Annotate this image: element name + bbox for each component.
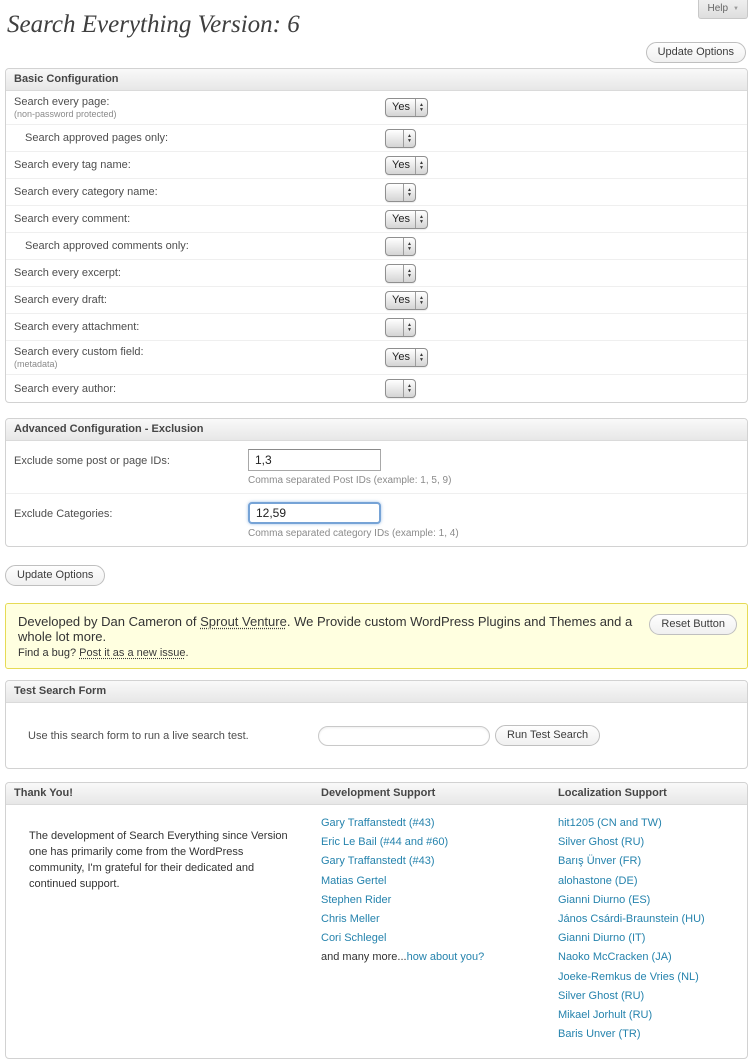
config-row [6, 152, 747, 179]
config-row-label [14, 262, 385, 284]
localization-support-link[interactable]: Gianni Diurno (IT) [558, 932, 646, 945]
config-row [6, 314, 747, 341]
thank-you-section [5, 782, 748, 1059]
localization-support-link[interactable]: Baris Unver (TR) [558, 1028, 641, 1041]
developer-notice [5, 603, 748, 669]
notice-line1 [18, 614, 637, 644]
exclusion-row-label: Exclude Categories: [14, 508, 113, 520]
localization-support-link[interactable]: alohastone (DE) [558, 874, 638, 887]
test-search-section [5, 680, 748, 769]
test-search-input[interactable] [318, 726, 490, 746]
config-label-text: Search every page: [14, 96, 110, 108]
yes-no-select[interactable] [385, 291, 428, 310]
list-item [558, 989, 739, 1004]
select-value: Yes [392, 101, 410, 113]
list-item [558, 970, 739, 985]
update-options-button-bottom[interactable]: Update Options [5, 565, 105, 586]
localization-support-link[interactable]: Mikael Jorhult (RU) [558, 1008, 653, 1021]
localization-support-link[interactable]: Barış Ünver (FR) [558, 855, 642, 868]
yes-no-select[interactable] [385, 98, 428, 117]
select-value: Yes [392, 293, 410, 306]
bottom-actions [5, 565, 753, 586]
list-item [321, 893, 558, 908]
config-label-text: Search every comment: [14, 213, 131, 225]
test-search-body [6, 703, 747, 768]
advanced-configuration-section [5, 418, 748, 547]
list-item [321, 816, 558, 831]
run-test-search-button[interactable]: Run Test Search [495, 725, 600, 746]
development-support-link[interactable]: Gary Traffanstedt (#43) [321, 855, 435, 868]
config-row [6, 341, 747, 375]
chevron-up-down-icon: ▲ ▼ [415, 211, 427, 228]
select-value: Yes [392, 351, 410, 363]
config-label-text: Search every category name: [14, 186, 158, 198]
localization-support-column [558, 814, 739, 1046]
post-new-issue-link[interactable]: Post it as a new issue [79, 647, 186, 659]
chevron-up-down-icon: ▲ ▼ [403, 380, 415, 397]
help-button-label: Help [707, 3, 729, 14]
development-support-title: Development Support [321, 787, 436, 799]
config-label-text: Search approved comments only: [25, 240, 189, 252]
yes-no-select[interactable] [385, 183, 416, 202]
section-header-advanced: Advanced Configuration - Exclusion [6, 419, 747, 441]
list-item [558, 1027, 739, 1042]
list-item [558, 950, 739, 965]
notice-line2 [18, 647, 637, 659]
localization-support-link[interactable]: Silver Ghost (RU) [558, 989, 645, 1002]
localization-support-title: Localization Support [558, 787, 667, 799]
notice-line1-prefix: Developed by Dan Cameron of [18, 614, 201, 629]
config-row-label [14, 154, 385, 176]
list-item [558, 1008, 739, 1023]
localization-support-link[interactable]: Silver Ghost (RU) [558, 836, 645, 849]
config-label-text: Search every custom field: [14, 346, 144, 358]
and-many-more-line [321, 950, 558, 965]
config-sublabel-text: (metadata) [14, 359, 58, 369]
thank-you-title: Thank You! [14, 787, 73, 799]
list-item [558, 912, 739, 927]
exclusion-hint: Comma separated Post IDs (example: 1, 5, 9) [248, 475, 452, 486]
list-item [321, 854, 558, 869]
yes-no-select[interactable] [385, 237, 416, 256]
localization-support-link[interactable]: hit1205 (CN and TW) [558, 817, 662, 829]
list-item [321, 835, 558, 850]
exclusion-input[interactable] [248, 502, 381, 524]
yes-no-select[interactable] [385, 156, 428, 175]
chevron-up-down-icon: ▲ ▼ [403, 184, 415, 201]
advanced-config-rows [6, 441, 747, 546]
config-row-label [14, 378, 385, 400]
config-row [6, 260, 747, 287]
config-row [6, 179, 747, 206]
sprout-venture-link[interactable]: Sprout Venture [200, 614, 287, 629]
config-row [6, 125, 747, 152]
list-item [558, 816, 739, 831]
yes-no-select[interactable] [385, 129, 416, 148]
config-row-label [14, 289, 385, 311]
config-row [6, 375, 747, 402]
select-value [386, 238, 403, 255]
page-title: Search Everything Version: 6 [7, 11, 300, 38]
config-label-text: Search every author: [14, 382, 117, 395]
localization-support-link[interactable]: János Csárdi-Braunstein (HU) [558, 912, 705, 925]
config-label-text: Search approved pages only: [25, 132, 169, 144]
list-item [558, 893, 739, 908]
chevron-up-down-icon: ▲ ▼ [403, 238, 415, 255]
exclusion-field [248, 502, 459, 539]
yes-no-select[interactable] [385, 210, 428, 229]
exclusion-hint: Comma separated category IDs (example: 1, 4) [248, 528, 459, 539]
thank-you-body [6, 805, 747, 1058]
chevron-up-down-icon: ▲ ▼ [403, 265, 415, 282]
chevron-up-down-icon: ▲ ▼ [415, 99, 427, 116]
localization-support-link[interactable]: Naoko McCracken (JA) [558, 951, 672, 964]
config-row-label [14, 235, 385, 257]
update-options-button-top[interactable]: Update Options [646, 42, 746, 63]
localization-support-link[interactable]: Gianni Diurno (ES) [558, 893, 651, 906]
select-value [386, 130, 403, 147]
config-label-text: Search every draft: [14, 294, 107, 306]
config-label-text: Search every tag name: [14, 159, 131, 171]
exclusion-row [6, 494, 747, 546]
chevron-up-down-icon: ▲ ▼ [415, 157, 427, 174]
basic-config-rows [6, 91, 747, 402]
select-value: Yes [392, 212, 410, 225]
notice-line1-suffix: . We Provide custom WordPress Plugins and Themes and a whole lot more. [18, 614, 633, 644]
yes-no-select[interactable] [385, 348, 428, 367]
development-support-list [321, 816, 558, 966]
config-row-label [14, 316, 385, 338]
thank-you-header [6, 783, 747, 805]
top-actions [646, 42, 746, 63]
list-item [321, 931, 558, 946]
yes-no-select[interactable] [385, 318, 416, 337]
config-sublabel-text: (non-password protected) [14, 109, 117, 119]
localization-support-list [558, 816, 739, 1042]
list-item [321, 912, 558, 927]
list-item [558, 931, 739, 946]
chevron-up-down-icon: ▲ ▼ [403, 319, 415, 336]
config-row [6, 91, 747, 125]
exclusion-field [248, 449, 451, 486]
config-row [6, 287, 747, 314]
select-value [386, 184, 403, 201]
select-value [386, 380, 403, 397]
localization-support-link[interactable]: Joeke-Remkus de Vries (NL) [558, 970, 699, 983]
test-search-description: Use this search form to run a live search test. [28, 729, 249, 742]
config-row-label [14, 208, 385, 230]
select-value [386, 319, 403, 336]
development-support-link[interactable]: Matias Gertel [321, 874, 387, 887]
list-item [558, 874, 739, 889]
exclusion-row-label: Exclude some post or page IDs: [14, 455, 170, 467]
config-row-label [14, 127, 385, 149]
exclusion-row [6, 441, 747, 494]
config-row-label [14, 181, 385, 203]
yes-no-select[interactable] [385, 379, 416, 398]
notice-line2-prefix: Find a bug? [18, 647, 80, 659]
config-label-text: Search every attachment: [14, 321, 140, 333]
section-header-basic: Basic Configuration [6, 69, 747, 91]
development-support-link[interactable]: Stephen Rider [321, 893, 392, 906]
notice-line2-suffix: . [185, 647, 189, 659]
section-header-test-search: Test Search Form [6, 681, 747, 703]
how-about-you-link[interactable]: how about you? [406, 951, 485, 964]
select-value: Yes [392, 158, 410, 171]
config-row-label [14, 341, 385, 374]
help-button[interactable] [698, 0, 748, 19]
thank-you-message: The development of Search Everything since Version one has primarily come from the WordPress community, I'm grateful for their dedicated and continued support. [29, 830, 288, 890]
list-item [321, 874, 558, 889]
config-row [6, 233, 747, 260]
and-many-more-text: and many more... [321, 951, 407, 964]
yes-no-select[interactable] [385, 264, 416, 283]
development-support-link[interactable]: Cori Schlegel [321, 932, 387, 945]
development-support-link[interactable]: Gary Traffanstedt (#43) [321, 817, 435, 829]
config-row-label [14, 91, 385, 124]
basic-configuration-section [5, 68, 748, 403]
development-support-column [321, 814, 558, 970]
development-support-link[interactable]: Chris Meller [321, 912, 380, 925]
reset-button[interactable]: Reset Button [649, 614, 737, 635]
chevron-up-down-icon: ▲ ▼ [403, 130, 415, 147]
list-item [558, 835, 739, 850]
exclusion-input[interactable] [248, 449, 381, 471]
chevron-up-down-icon: ▲ ▼ [415, 292, 427, 309]
select-value [386, 265, 403, 282]
config-row [6, 206, 747, 233]
chevron-down-icon: ▼ [733, 5, 739, 12]
chevron-up-down-icon: ▲ ▼ [415, 349, 427, 366]
development-support-link[interactable]: Eric Le Bail (#44 and #60) [321, 836, 449, 849]
list-item [558, 854, 739, 869]
config-label-text: Search every excerpt: [14, 267, 121, 279]
